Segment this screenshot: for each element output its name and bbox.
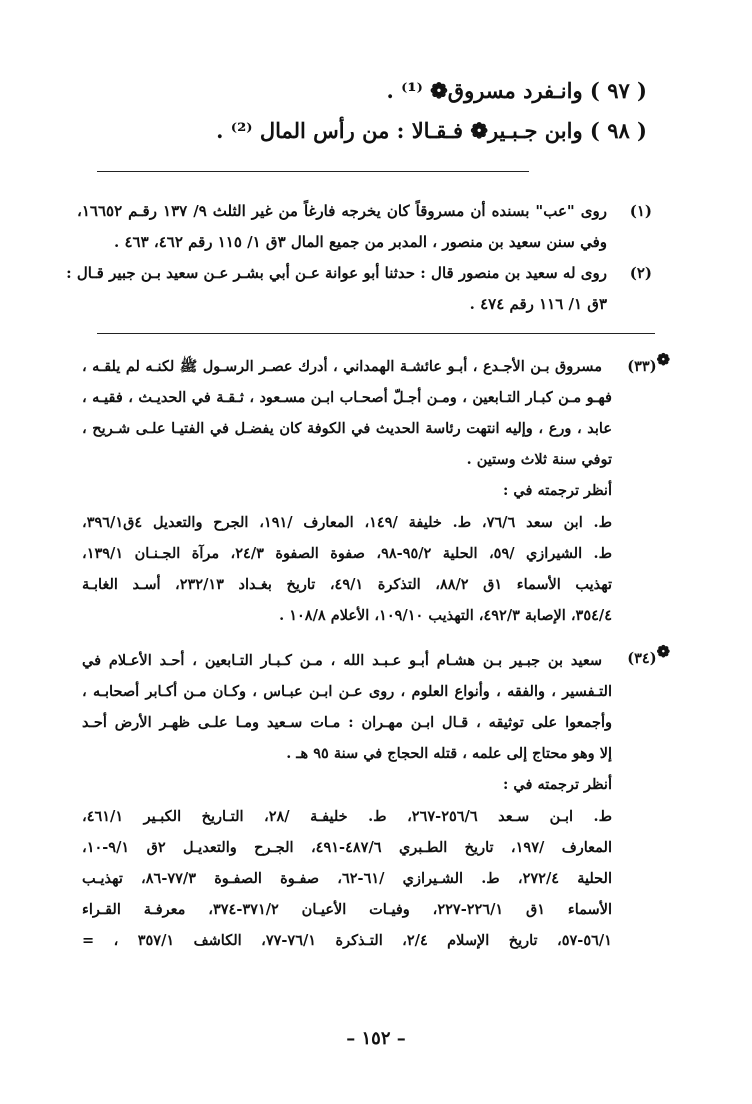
separator-rule [97, 333, 655, 334]
footnote-line: ٣ق ١/ ١١٦ رقم ٤٧٤ . [469, 295, 607, 313]
biography-number-text: (٣٤) [627, 650, 657, 667]
footnote-line: وفي سنن سعيد بن منصور ، المدبر من جميع المال ٣ق ١/ ١١٥ رقم ٤٦٢، ٤٦٣ . [114, 233, 607, 251]
biography-line: ٥٦/١-٥٧، تاريخ الإسلام ٢/٤، التـذكرة ٧٦/١-٧٧، الكاشف ٣٥٧/١ ، = [82, 932, 612, 949]
flower-icon: ❁ [656, 350, 670, 370]
footnote-line: روى له سعيد بن منصور قال : حدثنا أبو عوانة عـن أبي بشـر عـن سعيد بـن جبير قـال : [66, 264, 607, 282]
biography-line: ط. ابـن سـعد ٢٥٦/٦-٢٦٧، ط. خليفـة /٢٨، التـاريخ الكبـير ٤٦١/١، [82, 808, 612, 825]
biography-line: المعارف /١٩٧، تاريخ الطـبري ٤٨٧/٦-٤٩١، الجـرح والتعديـل ٢ق ٩/١-١٠، [82, 839, 612, 856]
flower-icon: ❁ [656, 642, 670, 662]
biography-line: التـفسير ، والفقه ، وأنواع العلوم ، روى عـن ابـن عبـاس ، وكـان مـن أكـابر أصحابـه ، [82, 683, 612, 700]
biography-line: توفي سنة ثلاث وستين . [466, 451, 612, 468]
verse-line-98: ( ٩٨ ) وابن جـبـير❁ فـقـالا : من رأس المال ⁽²⁾ . [216, 118, 647, 143]
biography-number [627, 350, 670, 375]
page-number: – ١٥٢ – [346, 1028, 406, 1049]
footnote-number: (٢) [629, 264, 652, 282]
biography-number-text: (٣٣) [627, 358, 657, 375]
biography-line: فهـو مـن كبـار التـابعين ، ومـن أجـلّ أصحـاب ابـن مسـعود ، ثـقـة في الحديـث ، فقيـه ، [82, 389, 612, 406]
biography-line: سعيد بن جبـير بـن هشـام أبـو عـبـد الله ، مـن كـبـار التـابعين ، أحـد الأعـلام في [82, 652, 602, 669]
biography-line: تهذيب الأسماء ١ق ٨٨/٢، التذكرة ٤٩/١، تاريخ بغـداد ٢٣٢/١٣، أسـد الغابـة [82, 576, 612, 593]
biography-number [627, 642, 670, 667]
biography-line: أنظر ترجمته في : [502, 776, 612, 793]
biography-line: عابد ، ورع ، وإليه انتهت رئاسة الحديث في الكوفة كان يفضـل في الفتيـا علـى شـريح ، [82, 420, 612, 437]
biography-line: وأجمعوا على توثيقه ، قـال ابـن مهـران : مـات سـعيد ومـا علـى ظهـر الأرض أحـد [82, 714, 612, 731]
biography-line: ٣٥٤/٤، الإصابة ٤٩٢/٣، التهذيب ١٠٩/١٠، الأعلام ١٠٨/٨ . [279, 607, 612, 624]
verse-line-97: ( ٩٧ ) وانـفرد مسروق❁ ⁽¹⁾ . [386, 78, 647, 103]
footnote-number: (١) [629, 202, 652, 220]
biography-line: الحلية ٢٧٢/٤، ط. الشـيرازي /٦١-٦٢، صفـوة الصفـوة ٧٧/٣-٨٦، تهذيـب [82, 870, 612, 887]
separator-rule [97, 171, 529, 172]
footnote-line: روى "عب" بسنده أن مسروقاً كان يخرجه فارغاً من غير الثلث ٩/ ١٣٧ رقـم ١٦٦٥٢، [77, 202, 607, 220]
biography-line: أنظر ترجمته في : [502, 482, 612, 499]
biography-line: مسروق بـن الأجـدع ، أبـو عائشـة الهمداني ، أدرك عصـر الرسـول ﷺ لكنـه لم يلقـه ، [82, 358, 602, 375]
biography-line: الأسماء ١ق ٢٢٦/١-٢٢٧، وفيـات الأعيـان ٣٧١/٢-٣٧٤، معرفـة القـراء [82, 901, 612, 918]
biography-line: إلا وهو محتاج إلى علمه ، قتله الحجاج في سنة ٩٥ هـ . [286, 745, 612, 762]
biography-line: ط. الشيرازي /٥٩، الحلية ٩٥/٢-٩٨، صفوة الصفوة ٢٤/٣، مرآة الجـنـان ١٣٩/١، [82, 545, 612, 562]
biography-line: ط. ابن سعد ٧٦/٦، ط. خليفة /١٤٩، المعارف /١٩١، الجرح والتعديل ٤ق٣٩٦/١، [82, 514, 612, 531]
